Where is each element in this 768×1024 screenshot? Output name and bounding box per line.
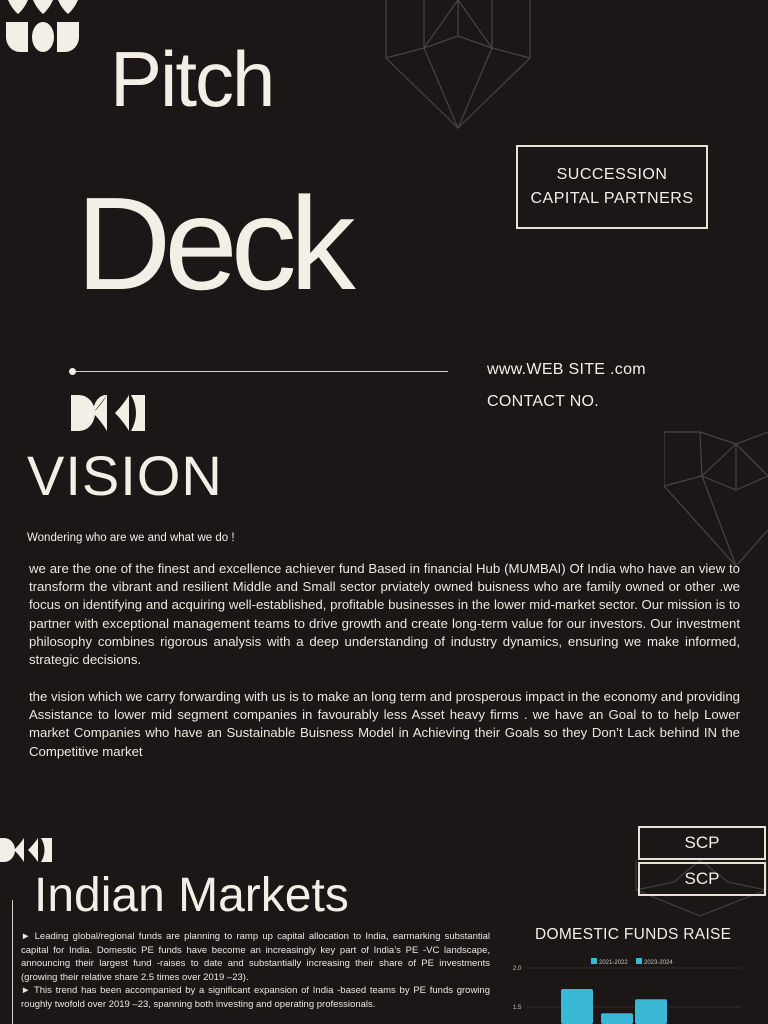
brand-logo [6, 0, 82, 56]
geometric-decoration [384, 0, 532, 130]
company-name-line2: CAPITAL PARTNERS [530, 190, 694, 207]
scp-badge-bottom: SCP [638, 862, 766, 896]
vision-paragraph-2: the vision which we carry forwarding with us is to make an long term and prosperous impact in the economy and providing Assistance to lower mid segment companies in favourably less Asset heavy firms . we have an Goal to to help Lower market Companies who have an Sustainable Buisness Model in Achieving their Goals so they Don’t Lack behind IN the Competitive market [29, 689, 741, 759]
chart-title: DOMESTIC FUNDS RAISE [535, 926, 732, 943]
brand-mark-icon [71, 395, 147, 431]
bar-chart [505, 955, 755, 1024]
y-tick-top: 2.0 [513, 966, 522, 972]
legend-label-1: 2021-2022 [599, 960, 628, 966]
divider-dot [69, 368, 76, 375]
divider-line [72, 371, 448, 372]
y-tick-mid: 1.5 [513, 1005, 522, 1011]
vision-tagline: Wondering who are we and what we do ! [27, 532, 235, 544]
website-link[interactable]: www.WEB SITE .com [487, 361, 646, 378]
markets-heading: Indian Markets [34, 869, 349, 922]
markets-bullet-2: ► This trend has been accompanied by a significant expansion of India -based teams by PE funds growing roughly twofold over 2019 –23, spanning both investing and operating professionals. [21, 985, 490, 1010]
contact-number: CONTACT NO. [487, 393, 600, 410]
markets-bullets [21, 930, 490, 1012]
hero-title-pitch: Pitch [110, 35, 274, 123]
legend-swatch-2 [636, 958, 642, 964]
hero-title-deck: Deck [76, 170, 349, 317]
company-name-line1: SUCCESSION [556, 166, 668, 183]
geometric-decoration-right [664, 430, 768, 570]
scp-badge-top: SCP [638, 826, 766, 860]
chart-legend [591, 958, 673, 966]
bar-2021-2022-1 [601, 1013, 633, 1024]
brand-mark-icon-small [0, 838, 52, 862]
bar-2023-2024-1 [635, 999, 667, 1024]
legend-label-2: 2023-2024 [644, 960, 673, 966]
bar-2021-2022-0 [561, 989, 593, 1024]
vertical-rule [12, 900, 13, 1024]
legend-swatch-1 [591, 958, 597, 964]
vision-heading: VISION [27, 444, 223, 507]
vision-paragraph-1: we are the one of the finest and excellence achiever fund Based in financial Hub (MUMBAI) Of India who have an view to transform the vibrant and resilient Middle and Small sector prviately owned buisness who are family owned or other .we focus on identifying and acquiring well-established, profitable businesses in the lower mid-market sector. Our mission is to partner with exceptional management teams to drive growth and create long-term value for our investors. Our investment philosophy combines rigorous analysis with a deep understanding of industry dynamics, ensuring we make informed, strategic decisions. [29, 561, 740, 668]
company-name-box [516, 145, 708, 229]
markets-bullet-1: ► Leading global/regional funds are planning to ramp up capital allocation to India, earmarking substantial capital for India. Domestic PE funds have become an increasingly key part of India’s PE -VC landscape, announcing their largest fund -raises to date and substantially increasing their share of PE investments (growing their relative share 2.5 times over 2019 –23). [21, 931, 490, 983]
